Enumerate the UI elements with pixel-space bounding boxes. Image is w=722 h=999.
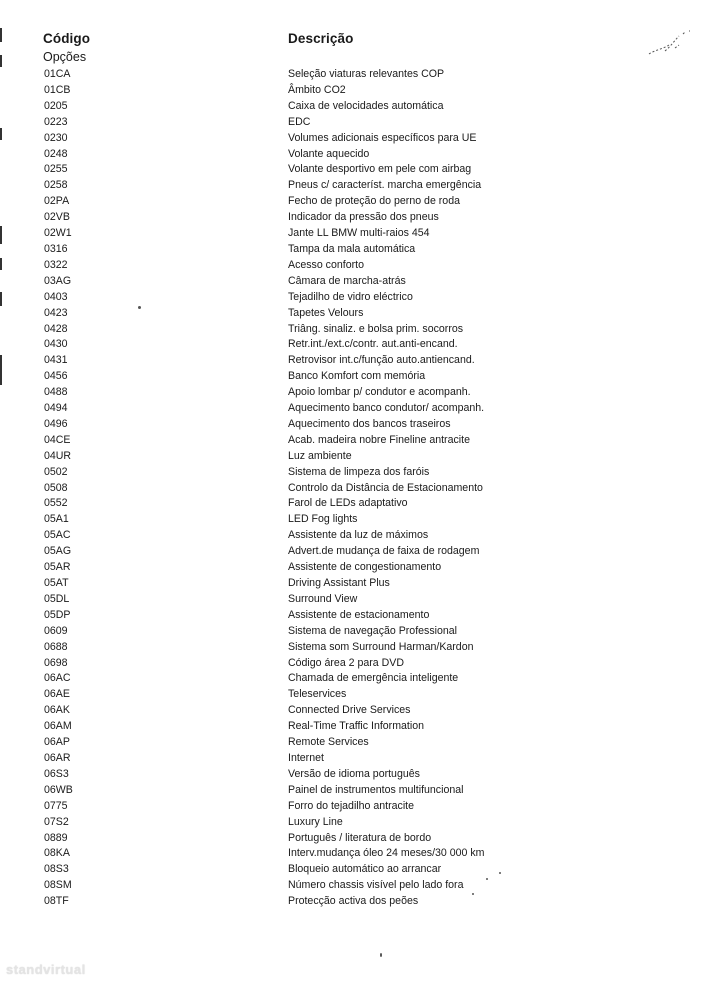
code-column-header: Código <box>43 31 91 46</box>
option-description: Câmara de marcha-atrás <box>288 274 406 287</box>
option-description: Driving Assistant Plus <box>288 577 390 589</box>
option-description: Pneus c/ característ. marcha emergência <box>288 179 482 192</box>
option-code: 04UR <box>44 449 72 462</box>
option-description: Versão de idioma português <box>288 767 420 780</box>
option-description: Banco Komfort com memória <box>288 370 426 383</box>
option-row <box>0 131 722 147</box>
option-code: 02VB <box>44 211 70 224</box>
option-row <box>0 194 722 210</box>
option-code: 06AM <box>44 720 72 733</box>
option-description: Controlo da Distância de Estacionamento <box>288 481 483 494</box>
handwritten-mark <box>645 28 695 62</box>
option-row <box>0 385 722 401</box>
option-row <box>0 417 722 433</box>
option-code: 06AR <box>44 751 71 764</box>
option-code: 08KA <box>44 847 70 860</box>
option-description: Surround View <box>288 592 358 605</box>
option-row <box>0 751 722 767</box>
option-description: Sistema som Surround Harman/Kardon <box>288 640 474 653</box>
option-row <box>0 242 722 258</box>
option-row <box>0 799 722 815</box>
option-row <box>0 67 722 83</box>
option-code: 0423 <box>44 306 68 319</box>
option-code: 0255 <box>44 163 68 176</box>
option-description: Interv.mudança óleo 24 meses/30 000 km <box>288 847 485 860</box>
option-code: 0431 <box>44 354 68 367</box>
option-row <box>0 115 722 131</box>
option-description: Chamada de emergência inteligente <box>288 672 459 685</box>
option-row <box>0 337 722 353</box>
option-description: Retrovisor int.c/função auto.antiencand. <box>288 354 475 367</box>
option-code: 05AT <box>44 577 69 589</box>
option-description: Luz ambiente <box>288 449 352 462</box>
option-code: 02W1 <box>44 227 72 240</box>
option-description: Sistema de limpeza dos faróis <box>288 465 430 478</box>
option-row <box>0 815 722 831</box>
option-code: 08TF <box>44 895 69 908</box>
option-code: 0403 <box>44 290 68 303</box>
option-code: 06AC <box>44 672 71 685</box>
options-list <box>0 67 722 910</box>
option-description: Teleservices <box>288 688 347 701</box>
option-row <box>0 560 722 576</box>
option-row <box>0 322 722 338</box>
option-row <box>0 671 722 687</box>
option-description: Connected Drive Services <box>288 704 411 717</box>
option-row <box>0 719 722 735</box>
option-row <box>0 369 722 385</box>
option-row <box>0 433 722 449</box>
option-row <box>0 449 722 465</box>
option-description: Âmbito CO2 <box>288 83 346 96</box>
option-code: 0508 <box>44 481 68 494</box>
option-description: Número chassis visível pelo lado fora <box>288 879 464 892</box>
option-row <box>0 353 722 369</box>
option-description: Forro do tejadilho antracite <box>288 799 415 812</box>
option-description: Protecção activa dos peões <box>288 895 419 908</box>
option-description: LED Fog lights <box>288 513 358 526</box>
option-row <box>0 783 722 799</box>
option-code: 04CE <box>44 433 71 446</box>
option-description: Acesso conforto <box>288 258 364 271</box>
option-code: 0698 <box>44 656 68 669</box>
option-row <box>0 481 722 497</box>
section-title: Opções <box>43 50 87 64</box>
option-code: 08S3 <box>44 863 69 876</box>
option-code: 03AG <box>44 274 72 287</box>
option-description: Painel de instrumentos multifuncional <box>288 783 464 796</box>
option-row <box>0 147 722 163</box>
option-row <box>0 544 722 560</box>
option-row <box>0 735 722 751</box>
option-code: 05AC <box>44 529 71 542</box>
option-row <box>0 306 722 322</box>
option-code: 0456 <box>44 370 68 383</box>
option-description: Internet <box>288 751 324 764</box>
option-row <box>0 624 722 640</box>
option-description: Aquecimento dos bancos traseiros <box>288 417 451 430</box>
option-row <box>0 83 722 99</box>
option-code: 05AR <box>44 561 71 574</box>
option-description: Tapetes Velours <box>288 306 364 319</box>
scan-speck <box>380 953 382 957</box>
option-row <box>0 210 722 226</box>
option-row <box>0 496 722 512</box>
option-row <box>0 274 722 290</box>
option-description: EDC <box>288 115 311 128</box>
option-code: 0494 <box>44 402 68 415</box>
option-code: 01CB <box>44 83 71 96</box>
option-row <box>0 576 722 592</box>
option-code: 05A1 <box>44 513 69 526</box>
option-description: Apoio lombar p/ condutor e acompanh. <box>288 386 471 399</box>
option-row <box>0 878 722 894</box>
option-row <box>0 258 722 274</box>
scan-edge-mark <box>0 55 2 67</box>
option-description: Português / literatura de bordo <box>288 831 432 844</box>
option-description: Seleção viaturas relevantes COP <box>288 68 445 80</box>
option-code: 0428 <box>44 322 68 335</box>
option-code: 0248 <box>44 147 68 160</box>
option-row <box>0 99 722 115</box>
option-code: 05AG <box>44 545 72 558</box>
option-description: Tejadilho de vidro eléctrico <box>288 290 413 303</box>
option-description: Volante aquecido <box>288 147 370 160</box>
option-row <box>0 608 722 624</box>
option-code: 0609 <box>44 624 68 637</box>
option-description: Indicador da pressão dos pneus <box>288 211 439 224</box>
option-code: 0322 <box>44 258 68 271</box>
option-description: Farol de LEDs adaptativo <box>288 497 408 510</box>
option-code: 0430 <box>44 338 68 351</box>
watermark: standvirtual <box>6 962 86 977</box>
option-row <box>0 894 722 910</box>
option-description: Tampa da mala automática <box>288 242 416 255</box>
option-description: Volumes adicionais específicos para UE <box>288 131 477 144</box>
option-row <box>0 862 722 878</box>
option-row <box>0 290 722 306</box>
option-row <box>0 512 722 528</box>
option-description: Advert.de mudança de faixa de rodagem <box>288 545 480 558</box>
option-row <box>0 592 722 608</box>
option-code: 05DL <box>44 592 70 605</box>
option-description: Volante desportivo em pele com airbag <box>288 163 472 176</box>
option-code: 07S2 <box>44 815 69 828</box>
option-row <box>0 162 722 178</box>
option-row <box>0 703 722 719</box>
option-row <box>0 401 722 417</box>
option-code: 0205 <box>44 99 68 112</box>
option-row <box>0 528 722 544</box>
option-description: Código área 2 para DVD <box>288 656 405 669</box>
option-description: Acab. madeira nobre Fineline antracite <box>288 433 470 446</box>
option-code: 0552 <box>44 497 68 510</box>
option-row <box>0 656 722 672</box>
option-code: 06WB <box>44 783 73 796</box>
option-code: 01CA <box>44 68 71 80</box>
option-row <box>0 767 722 783</box>
option-code: 0258 <box>44 179 68 192</box>
option-row <box>0 831 722 847</box>
option-code: 0488 <box>44 386 68 399</box>
option-row <box>0 640 722 656</box>
option-description: Caixa de velocidades automática <box>288 99 444 112</box>
option-row <box>0 178 722 194</box>
option-row <box>0 226 722 242</box>
option-description: Retr.int./ext.c/contr. aut.anti-encand. <box>288 338 458 351</box>
option-description: Assistente de congestionamento <box>288 561 442 574</box>
option-code: 0889 <box>44 831 68 844</box>
option-row <box>0 465 722 481</box>
option-description: Bloqueio automático ao arrancar <box>288 863 442 876</box>
option-description: Fecho de proteção do perno de roda <box>288 195 460 208</box>
option-description: Real-Time Traffic Information <box>288 720 424 733</box>
option-code: 08SM <box>44 879 72 892</box>
option-code: 0223 <box>44 115 68 128</box>
option-description: Assistente da luz de máximos <box>288 529 429 542</box>
option-code: 06AP <box>44 736 70 749</box>
option-row <box>0 846 722 862</box>
option-code: 05DP <box>44 608 71 621</box>
option-code: 0775 <box>44 799 68 812</box>
scan-edge-mark <box>0 28 2 42</box>
option-description: Aquecimento banco condutor/ acompanh. <box>288 402 485 415</box>
option-code: 06AE <box>44 688 70 701</box>
option-code: 0496 <box>44 417 68 430</box>
option-description: Sistema de navegação Professional <box>288 624 458 637</box>
option-code: 0230 <box>44 131 68 144</box>
option-description: Jante LL BMW multi-raios 454 <box>288 227 430 240</box>
option-code: 06S3 <box>44 767 69 780</box>
option-description: Assistente de estacionamento <box>288 608 430 621</box>
option-description: Remote Services <box>288 736 369 749</box>
description-column-header: Descrição <box>288 31 354 46</box>
option-row <box>0 687 722 703</box>
option-description: Triâng. sinaliz. e bolsa prim. socorros <box>288 322 464 335</box>
option-code: 02PA <box>44 195 70 208</box>
option-description: Luxury Line <box>288 815 343 828</box>
option-code: 06AK <box>44 704 70 717</box>
option-code: 0316 <box>44 242 68 255</box>
option-code: 0502 <box>44 465 68 478</box>
option-code: 0688 <box>44 640 68 653</box>
